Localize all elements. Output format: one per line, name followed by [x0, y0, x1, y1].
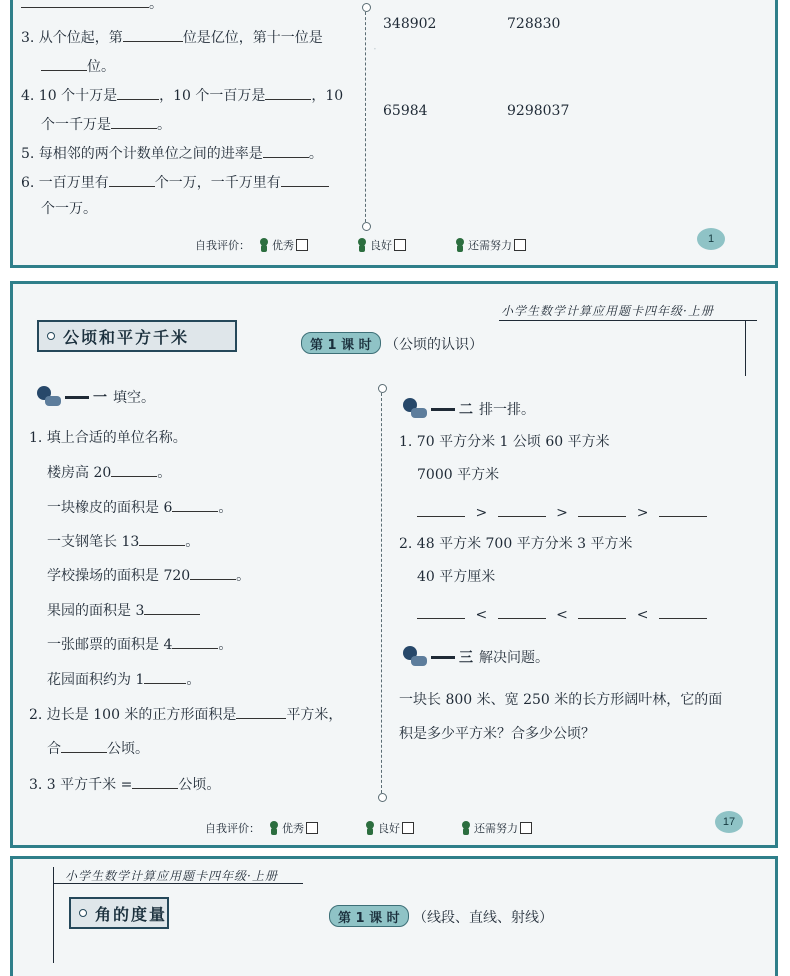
header-rule: [53, 883, 303, 884]
answer-blank[interactable]: [172, 634, 218, 649]
header-rule-vertical: [53, 867, 54, 963]
eval-needs-effort-label: 还需努力: [468, 239, 512, 252]
eval-excellent-checkbox[interactable]: [296, 239, 308, 251]
page-number: 1: [697, 228, 725, 250]
lesson-subtitle: （公顷的认识）: [385, 337, 483, 353]
answer-blank[interactable]: [265, 85, 311, 100]
book-header: 小学生数学计算应用题卡四年级·上册: [501, 304, 714, 318]
worksheet-page-3: [10, 856, 778, 976]
answer-blank[interactable]: [21, 0, 149, 8]
s1-question-1: 1. 填上合适的单位名称。: [29, 430, 187, 446]
mascot-icon: [33, 384, 63, 410]
eval-excellent-label: 优秀: [282, 822, 304, 835]
lesson-badge: 第 1 课 时: [301, 332, 381, 354]
s2-ordering-row: > > >: [417, 502, 707, 523]
student-icon: [454, 238, 466, 252]
answer-blank[interactable]: [117, 85, 159, 100]
answer-blank[interactable]: [144, 600, 200, 615]
lesson-subtitle: （线段、直线、射线）: [413, 910, 553, 926]
eval-good-label: 良好: [378, 822, 400, 835]
question-6-cont: 个一万。: [41, 201, 97, 217]
self-evaluation: [195, 237, 526, 253]
eval-good-label: 良好: [370, 239, 392, 252]
answer-blank[interactable]: [263, 143, 309, 158]
answer-blank[interactable]: [236, 704, 286, 719]
student-icon: [460, 821, 472, 835]
question-5: 5. 每相邻的两个计数单位之间的进率是 。: [21, 143, 323, 164]
header-rule: [499, 320, 757, 321]
eval-needs-effort-label: 还需努力: [474, 822, 518, 835]
student-icon: [356, 238, 368, 252]
question-4-cont: 个一千万是 。: [41, 114, 171, 135]
question-3-cont: 位。: [41, 56, 115, 77]
section-1-heading: 一 填空。: [33, 384, 155, 410]
answer-blank[interactable]: [139, 531, 185, 546]
answer-blank[interactable]: [281, 172, 329, 187]
s1-question-2-cont: 合 公顷。: [47, 738, 149, 759]
book-header: 小学生数学计算应用题卡四年级·上册: [65, 869, 278, 883]
answer-blank[interactable]: [417, 502, 465, 517]
s2-question-2: 2. 48 平方米 700 平方分米 3 平方米: [399, 536, 633, 552]
student-icon: [268, 821, 280, 835]
s1-question-3: 3. 3 平方千米 = 公顷。: [29, 774, 220, 795]
s1-item: 果园的面积是 3: [47, 600, 200, 621]
section-3-heading: 三 解决问题。: [399, 644, 549, 670]
number-item: 728830: [507, 16, 561, 32]
mascot-icon: [399, 644, 429, 670]
s1-item: 楼房高 20 。: [47, 462, 171, 483]
s2-ordering-row: < < <: [417, 604, 707, 625]
s2-question-2-cont: 40 平方厘米: [417, 569, 496, 585]
s1-item: 一支钢笔长 13 。: [47, 531, 199, 552]
answer-blank[interactable]: [498, 502, 546, 517]
answer-blank[interactable]: [578, 604, 626, 619]
header-rule-vertical: [745, 320, 746, 376]
worksheet-page-2: [10, 281, 778, 848]
column-divider: [365, 7, 366, 227]
s3-problem-cont: 积是多少平方米？合多少公顷？: [399, 726, 595, 742]
answer-blank[interactable]: [190, 565, 236, 580]
answer-blank[interactable]: [41, 56, 87, 71]
number-item: 348902: [383, 16, 437, 32]
lesson-badge: 第 1 课 时: [329, 905, 409, 927]
question-4: 4. 10 个十万是 ，10 个一百万是 ，10: [21, 85, 343, 106]
number-item: 9298037: [507, 103, 570, 119]
mascot-icon: [399, 396, 429, 422]
q2-tail: 。: [21, 0, 163, 14]
answer-blank[interactable]: [123, 27, 183, 42]
answer-blank[interactable]: [498, 604, 546, 619]
s3-problem: 一块长 800 米、宽 250 米的长方形阔叶林，它的面: [399, 692, 723, 708]
s1-question-2: 2. 边长是 100 米的正方形面积是 平方米，: [29, 704, 342, 725]
self-eval-label: 自我评价：: [205, 822, 260, 835]
answer-blank[interactable]: [144, 669, 186, 684]
answer-blank[interactable]: [659, 604, 707, 619]
self-evaluation: [205, 820, 532, 836]
worksheet-page-1: [10, 0, 778, 268]
eval-needs-effort-checkbox[interactable]: [514, 239, 526, 251]
eval-good-checkbox[interactable]: [394, 239, 406, 251]
answer-blank[interactable]: [132, 774, 178, 789]
s1-item: 学校操场的面积是 720 。: [47, 565, 250, 586]
section-2-heading: 二 排一排。: [399, 396, 535, 422]
answer-blank[interactable]: [109, 172, 155, 187]
s2-question-1-cont: 7000 平方米: [417, 467, 500, 483]
answer-blank[interactable]: [111, 114, 157, 129]
page-title: 公顷和平方千米: [37, 320, 237, 352]
answer-blank[interactable]: [659, 502, 707, 517]
question-6: 6. 一百万里有 个一万，一千万里有: [21, 172, 329, 193]
column-divider: [381, 388, 382, 798]
page-number: 17: [715, 811, 743, 833]
tag-hole-icon: [79, 909, 87, 917]
answer-blank[interactable]: [172, 497, 218, 512]
eval-good-checkbox[interactable]: [402, 822, 414, 834]
number-item: 65984: [383, 103, 428, 119]
page-title: 角的度量: [69, 897, 169, 929]
eval-excellent-label: 优秀: [272, 239, 294, 252]
answer-blank[interactable]: [111, 462, 157, 477]
question-3: 3. 从个位起，第 位是亿位，第十一位是: [21, 27, 323, 48]
student-icon: [258, 238, 270, 252]
answer-blank[interactable]: [578, 502, 626, 517]
student-icon: [364, 821, 376, 835]
answer-blank[interactable]: [61, 738, 107, 753]
eval-excellent-checkbox[interactable]: [306, 822, 318, 834]
s1-item: 一块橡皮的面积是 6 。: [47, 497, 232, 518]
self-eval-label: 自我评价：: [195, 239, 250, 252]
s1-item: 花园面积约为 1 。: [47, 669, 200, 690]
eval-needs-effort-checkbox[interactable]: [520, 822, 532, 834]
s2-question-1: 1. 70 平方分米 1 公顷 60 平方米: [399, 434, 610, 450]
s1-item: 一张邮票的面积是 4 。: [47, 634, 232, 655]
answer-blank[interactable]: [417, 604, 465, 619]
tag-hole-icon: [47, 332, 55, 340]
bleed-through-text: ·: [373, 42, 377, 56]
